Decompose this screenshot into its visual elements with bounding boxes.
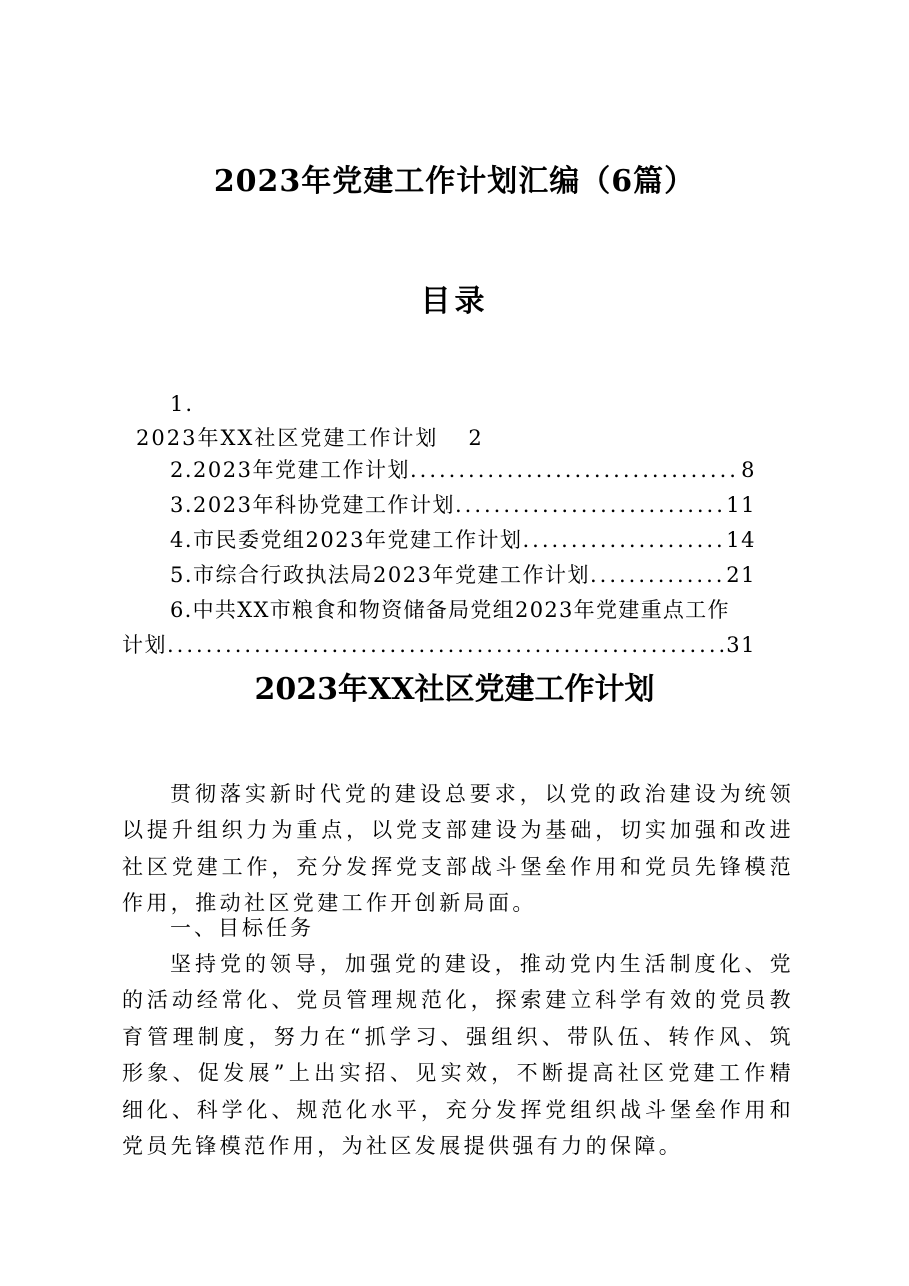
section-title: 2023年XX社区党建工作计划 (254, 672, 655, 707)
toc-heading: 目录 (420, 284, 489, 319)
body-paragraph-intro: 贯彻落实新时代党的建设总要求，以党的政治建设为统领以提升组织力为重点，以党支部建设为基础，切实加强和改进社区党建工作，充分发挥党支部战斗堡垒作用和党员先锋模范作用，推动社区党建工作开创新局面。 (122, 782, 794, 916)
toc-item-1-page: 2 (468, 426, 484, 450)
toc-leader-dots (590, 557, 724, 593)
toc-leader-dots (455, 487, 724, 523)
toc-item-page: 8 (741, 458, 756, 482)
toc-item-label: 计划 (122, 633, 167, 657)
toc-item-label: 3.2023年科协党建工作计划 (170, 493, 455, 517)
toc-item-6-line1: 6.中共XX市粮食和物资储备局党组2023年党建重点工作 (170, 598, 730, 622)
toc-item-label: 5.市综合行政执法局2023年党建工作计划 (170, 563, 590, 587)
toc-item-1 (136, 420, 484, 456)
toc-item-6 (122, 627, 756, 663)
section-heading-goals: 一、目标任务 (170, 916, 314, 940)
toc-leader-dots (410, 452, 739, 488)
toc-item-1-label: 2023年XX社区党建工作计划 (136, 426, 439, 450)
toc-item-5 (170, 557, 756, 593)
toc-leader-dots (522, 522, 724, 558)
toc-item-label: 2.2023年党建工作计划 (170, 458, 410, 482)
toc-item-page: 11 (726, 493, 756, 517)
toc-item-2 (170, 452, 756, 488)
toc-item-4 (170, 522, 756, 558)
toc-item-page: 14 (726, 528, 756, 552)
toc-leader-dots (167, 627, 724, 663)
toc-item-3 (170, 487, 756, 523)
toc-item-1-number: 1. (170, 392, 195, 416)
document-title: 2023年党建工作计划汇编（6篇） (213, 164, 696, 199)
toc-item-page: 31 (726, 633, 756, 657)
toc-item-label: 4.市民委党组2023年党建工作计划 (170, 528, 523, 552)
toc-item-page: 21 (726, 563, 756, 587)
body-paragraph-goals: 坚持党的领导，加强党的建设，推动党内生活制度化、党的活动经常化、党员管理规范化，探索建立科学有效的党员教育管理制度，努力在“抓学习、强组织、带队伍、转作风、筑形象、促发展”上出实招、见实效，不断提高社区党建工作精细化、科学化、规范化水平，充分发挥党组织战斗堡垒作用和党员先锋模范作用，为社区发展提供强有力的保障。 (122, 952, 794, 1159)
